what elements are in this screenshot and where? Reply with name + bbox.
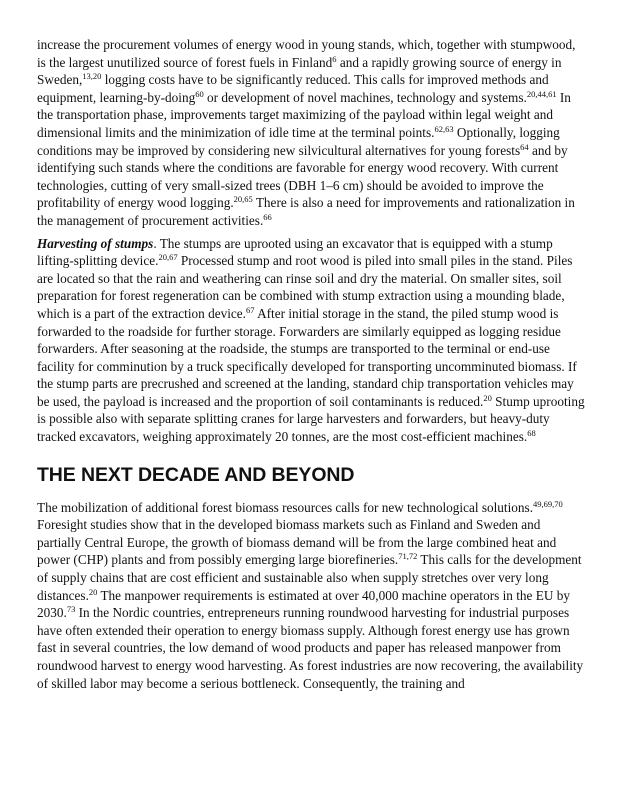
- citation-ref: 66: [263, 211, 272, 222]
- section-heading: THE NEXT DECADE AND BEYOND: [37, 463, 355, 486]
- citation-ref: 20: [483, 392, 492, 403]
- text-run: logging costs have to be significantly reduced. This calls for improved methods and equipment, learning-by-doing: [37, 72, 549, 105]
- text-run: Optionally, logging conditions may be improved by considering new silvicultural alternatives for young forests: [37, 124, 560, 158]
- citation-ref: 71,72: [398, 551, 418, 562]
- citation-ref: 49,69,70: [533, 498, 563, 509]
- text-run: and by identifying such stands where the conditions are favorable for energy wood recovery. With current technologies, cutting of very small-sized trees (DBH 1–6 cm) should be avoided to improve the profitability of energy wood logging.: [37, 142, 568, 211]
- paragraph-next-decade: [37, 499, 585, 693]
- text-run: and a rapidly growing source of energy in Sweden,: [37, 54, 562, 88]
- text-run: Stump uprooting is possible also with separate splitting cranes for large harvesters and forwarders, but heavy-duty tracked excavators, weighing approximately 20 tonnes, are the most cost-efficient machines.: [37, 393, 585, 445]
- text-run: In the transportation phase, improvements target maximizing of the payload within legal weight and dimensional limits and the minimization of idle time at the terminal points.: [37, 89, 571, 140]
- citation-ref: 20: [88, 586, 98, 597]
- citation-ref: 20,65: [233, 194, 253, 205]
- document-page: [37, 36, 585, 692]
- paragraph-lead-title: Harvesting of stumps: [37, 235, 154, 251]
- citation-ref: 20,44,61: [526, 88, 557, 99]
- citation-ref: 13,20: [82, 71, 102, 82]
- text-run: There is also a need for improvements and rationalization in the management of procurement activities.: [37, 195, 575, 228]
- paragraph-energy-wood: [37, 36, 585, 230]
- paragraph-harvesting-stumps: [37, 235, 585, 446]
- citation-ref: 67: [245, 304, 255, 315]
- citation-ref: 6: [332, 53, 337, 64]
- text-run: Foresight studies show that in the developed biomass markets such as Finland and Sweden and partially Central Europe, the growth of biomass demand will be from the large combined heat and power (CHP) plants and from possibly emerging large biorefineries.: [37, 517, 557, 568]
- text-run: This calls for the development of supply chains that are cost efficient and sustainable also when supply stretches over very long distances.: [37, 552, 582, 603]
- text-run: The mobilization of additional forest biomass resources calls for new technological solutions.: [37, 499, 534, 515]
- text-run: or development of novel machines, technology and systems.: [203, 89, 527, 105]
- text-run: In the Nordic countries, entrepreneurs running roundwood harvesting for industrial purposes have often extended their operation to energy biomass supply. Although forest energy use has grown fast in several countries, the low demand of wood products and paper has released manpower from roundwood harvest to energy wood harvesting. As forest industries are now recovering, the availability of skilled labor may become a serious bottleneck. Consequently, the training and: [37, 605, 584, 691]
- text-run: increase the procurement volumes of energy wood in young stands, which, together with stumpwood, is the largest unutilized source of forest fuels in Finland: [37, 37, 576, 70]
- citation-ref: 60: [195, 88, 204, 99]
- citation-ref: 20,67: [158, 252, 178, 263]
- text-run: . The stumps are uprooted using an excavator that is equipped with a stump lifting-splitting device.: [37, 235, 553, 269]
- text-run: After initial storage in the stand, the piled stump wood is forwarded to the roadside for further storage. Forwarders are similarly equipped as logging residue forwarders. After seasoning at the roadside, the stumps are transported to the terminal or end-use facility for comminution by a truck specifically developed for transporting uncomminuted biomass. If the stump parts are precrushed and screened at the landing, standard chip transportation vehicles may be used, the payload is increased and the proportion of soil contaminants is reduced.: [37, 305, 577, 409]
- citation-ref: 64: [520, 141, 529, 152]
- citation-ref: 68: [527, 428, 536, 439]
- citation-ref: 73: [66, 604, 76, 615]
- text-run: Processed stump and root wood is piled into small piles in the stand. Piles are located so that the rain and weathering can rinse soil and dry the material. On smaller sites, soil preparation for forest regeneration can be combined with stump extraction using a mounding blade, which is a part of the extraction device.: [37, 253, 573, 321]
- text-run: The manpower requirements is estimated at over 40,000 machine operators in the EU by 2030.: [37, 587, 570, 621]
- citation-ref: 62,63: [434, 123, 454, 134]
